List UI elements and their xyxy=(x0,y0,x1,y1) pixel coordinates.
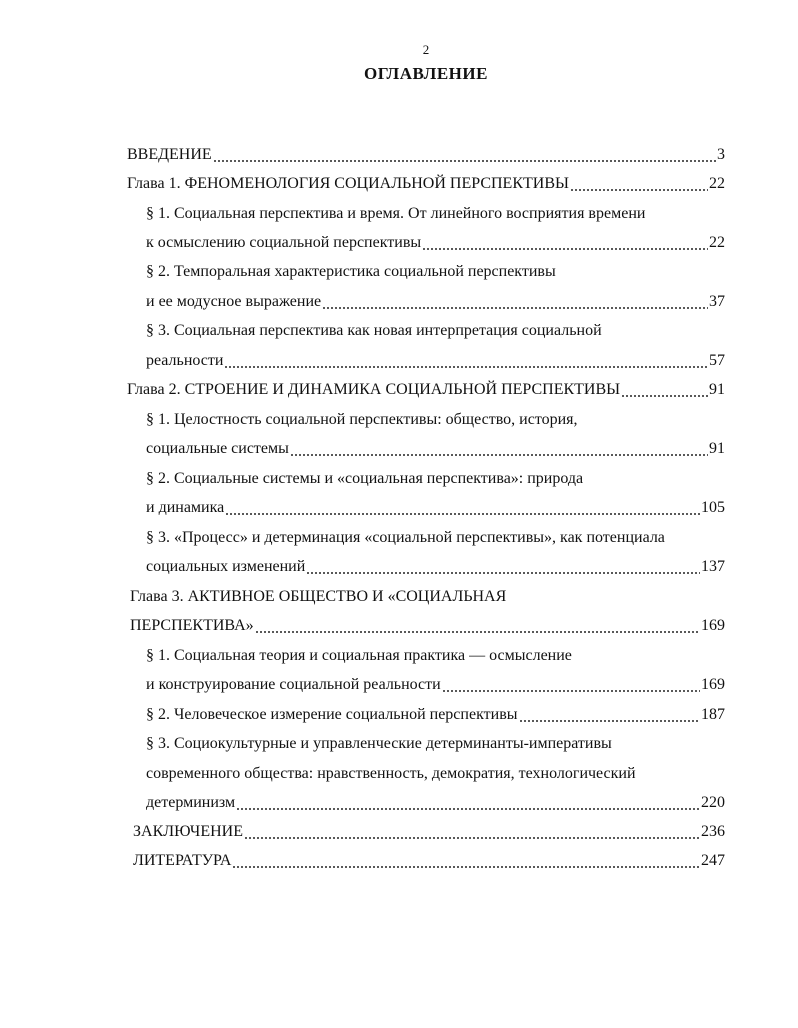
dot-leader xyxy=(290,434,708,463)
dot-leader xyxy=(322,287,708,316)
toc-entry xyxy=(146,464,725,493)
toc-entry xyxy=(146,405,725,434)
dot-leader xyxy=(213,140,716,169)
toc-entry xyxy=(130,611,725,640)
toc-entry xyxy=(127,375,725,404)
toc-entry-title: Глава 3. АКТИВНОЕ ОБЩЕСТВО И «СОЦИАЛЬНАЯ xyxy=(130,588,507,605)
dot-leader xyxy=(621,375,708,404)
dot-leader xyxy=(236,788,700,817)
toc-entry xyxy=(127,169,725,198)
toc-entry-title: ЗАКЛЮЧЕНИЕ xyxy=(133,823,243,840)
toc-entry-title: § 1. Целостность социальной перспективы: общество, история, xyxy=(146,411,578,428)
toc-entry xyxy=(146,552,725,581)
page-number: 2 xyxy=(422,42,430,57)
toc-entry-page: 37 xyxy=(709,293,725,310)
toc-entry-page: 236 xyxy=(701,823,725,840)
toc-entry-page: 91 xyxy=(709,381,725,398)
dot-leader xyxy=(244,817,700,846)
toc-entry xyxy=(146,700,725,729)
toc-entry xyxy=(146,729,725,758)
toc-entry-page: 137 xyxy=(701,558,725,575)
toc-entry xyxy=(130,582,725,611)
dot-leader xyxy=(255,611,700,640)
toc-entry-page: 91 xyxy=(709,440,725,457)
toc-entry xyxy=(146,228,725,257)
toc-entry-title: Глава 1. ФЕНОМЕНОЛОГИЯ СОЦИАЛЬНОЙ ПЕРСПЕКТИВЫ xyxy=(127,175,569,192)
toc-entry-page: 220 xyxy=(701,794,725,811)
toc-entry-title: § 2. Человеческое измерение социальной перспективы xyxy=(146,706,518,723)
toc-entry-title: и конструирование социальной реальности xyxy=(146,676,441,693)
toc-entry xyxy=(133,817,725,846)
toc-entry-title: Глава 2. СТРОЕНИЕ И ДИНАМИКА СОЦИАЛЬНОЙ ПЕРСПЕКТИВЫ xyxy=(127,381,621,398)
toc-entry-page: 57 xyxy=(709,352,725,369)
toc-entry-title: ПЕРСПЕКТИВА» xyxy=(130,617,254,634)
toc-entry xyxy=(146,670,725,699)
toc-entry-page: 22 xyxy=(709,234,725,251)
dot-leader xyxy=(519,700,701,729)
toc-entry-page: 169 xyxy=(701,617,725,634)
page-title: ОГЛАВЛЕНИЕ xyxy=(364,64,488,83)
toc-entry-title: и ее модусное выражение xyxy=(146,293,322,310)
dot-leader xyxy=(422,228,708,257)
toc-entry-page: 187 xyxy=(701,706,725,723)
toc-entry xyxy=(146,759,725,788)
toc-entry-title: § 2. Социальные системы и «социальная перспектива»: природа xyxy=(146,470,584,487)
toc-entry-title: § 2. Темпоральная характеристика социальной перспективы xyxy=(146,263,556,280)
toc-entry xyxy=(146,287,725,316)
toc-entry xyxy=(146,199,725,228)
toc-entry-title: детерминизм xyxy=(146,794,236,811)
toc-entry-title: и динамика xyxy=(146,499,225,516)
toc-entry xyxy=(146,493,725,522)
toc-entry-page: 247 xyxy=(701,852,725,869)
toc-entry-page: 22 xyxy=(709,175,725,192)
toc-entry xyxy=(146,257,725,286)
toc-entry xyxy=(127,140,725,169)
toc-entry-page: 105 xyxy=(701,499,725,516)
toc-entry-title: социальных изменений xyxy=(146,558,306,575)
toc-entry-page: 169 xyxy=(701,676,725,693)
dot-leader xyxy=(306,552,700,581)
toc-entry xyxy=(146,523,725,552)
dot-leader xyxy=(225,493,700,522)
toc-entry-title: § 1. Социальная теория и социальная практика — осмысление xyxy=(146,647,572,664)
toc-entry-title: § 3. «Процесс» и детерминация «социальной перспективы», как потенциала xyxy=(146,529,665,546)
toc-entry xyxy=(146,641,725,670)
toc-entry-title: § 1. Социальная перспектива и время. От линейного восприятия времени xyxy=(146,205,646,222)
toc-entry-title: к осмыслению социальной перспективы xyxy=(146,234,422,251)
toc-entry xyxy=(146,788,725,817)
toc-entry xyxy=(133,846,725,875)
toc-entry-title: § 3. Социокультурные и управленческие детерминанты-императивы xyxy=(146,735,612,752)
dot-leader xyxy=(232,846,700,875)
toc-entry xyxy=(146,316,725,345)
dot-leader xyxy=(570,169,708,198)
toc-entry-page: 3 xyxy=(717,146,725,163)
toc-entry-title: реальности xyxy=(146,352,224,369)
toc-entry xyxy=(146,346,725,375)
toc-entry xyxy=(146,434,725,463)
toc-entry-title: ВВЕДЕНИЕ xyxy=(127,146,212,163)
dot-leader xyxy=(224,346,708,375)
dot-leader xyxy=(442,670,700,699)
toc-entry-title: ЛИТЕРАТУРА xyxy=(133,852,232,869)
toc-entry-title: § 3. Социальная перспектива как новая интерпретация социальной xyxy=(146,322,602,339)
toc-entry-title: социальные системы xyxy=(146,440,289,457)
toc-entry-title: современного общества: нравственность, демократия, технологический xyxy=(146,765,636,782)
